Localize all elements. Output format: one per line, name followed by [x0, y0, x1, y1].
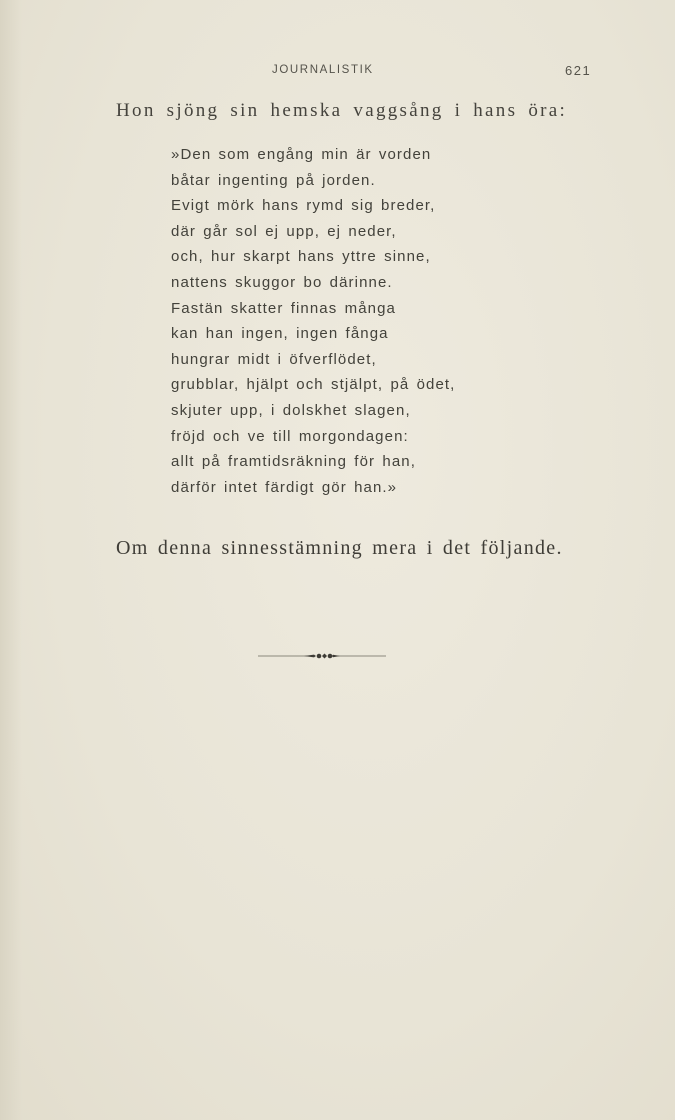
closing-line: Om denna sinnesstämning mera i det följande. [116, 537, 563, 559]
poem-line: nattens skuggor bo därinne. [171, 273, 393, 291]
page-edge-shadow [0, 0, 22, 1120]
poem-line: skjuter upp, i dolskhet slagen, [171, 401, 411, 419]
poem-line: grubblar, hjälpt och stjälpt, på ödet, [171, 376, 456, 394]
poem-line: allt på framtidsräkning för han, [171, 453, 416, 471]
poem-line: »Den som engång min är vorden [171, 146, 432, 163]
poem-line: och, hur skarpt hans yttre sinne, [171, 248, 431, 266]
poem-line: Evigt mörk hans rymd sig breder, [171, 197, 436, 215]
poem-line: båtar ingenting på jorden. [171, 171, 376, 189]
poem-line: kan han ingen, ingen fånga [171, 325, 389, 343]
running-head [0, 64, 675, 82]
poem-line: hungrar midt i öfverflödet, [171, 350, 377, 368]
dash-dot-ornament-icon [258, 650, 386, 662]
running-title: JOURNALISTIK [272, 64, 374, 76]
poem-line: därför intet färdigt gör han.» [171, 478, 398, 496]
page-number: 621 [565, 63, 592, 78]
poem-line: fröjd och ve till morgondagen: [171, 427, 409, 445]
poem-line: Fastän skatter finnas många [171, 299, 396, 317]
poem [171, 142, 455, 500]
intro-line: Hon sjöng sin hemska vaggsång i hans öra: [116, 100, 568, 121]
poem-line: där går sol ej upp, ej neder, [171, 222, 397, 240]
